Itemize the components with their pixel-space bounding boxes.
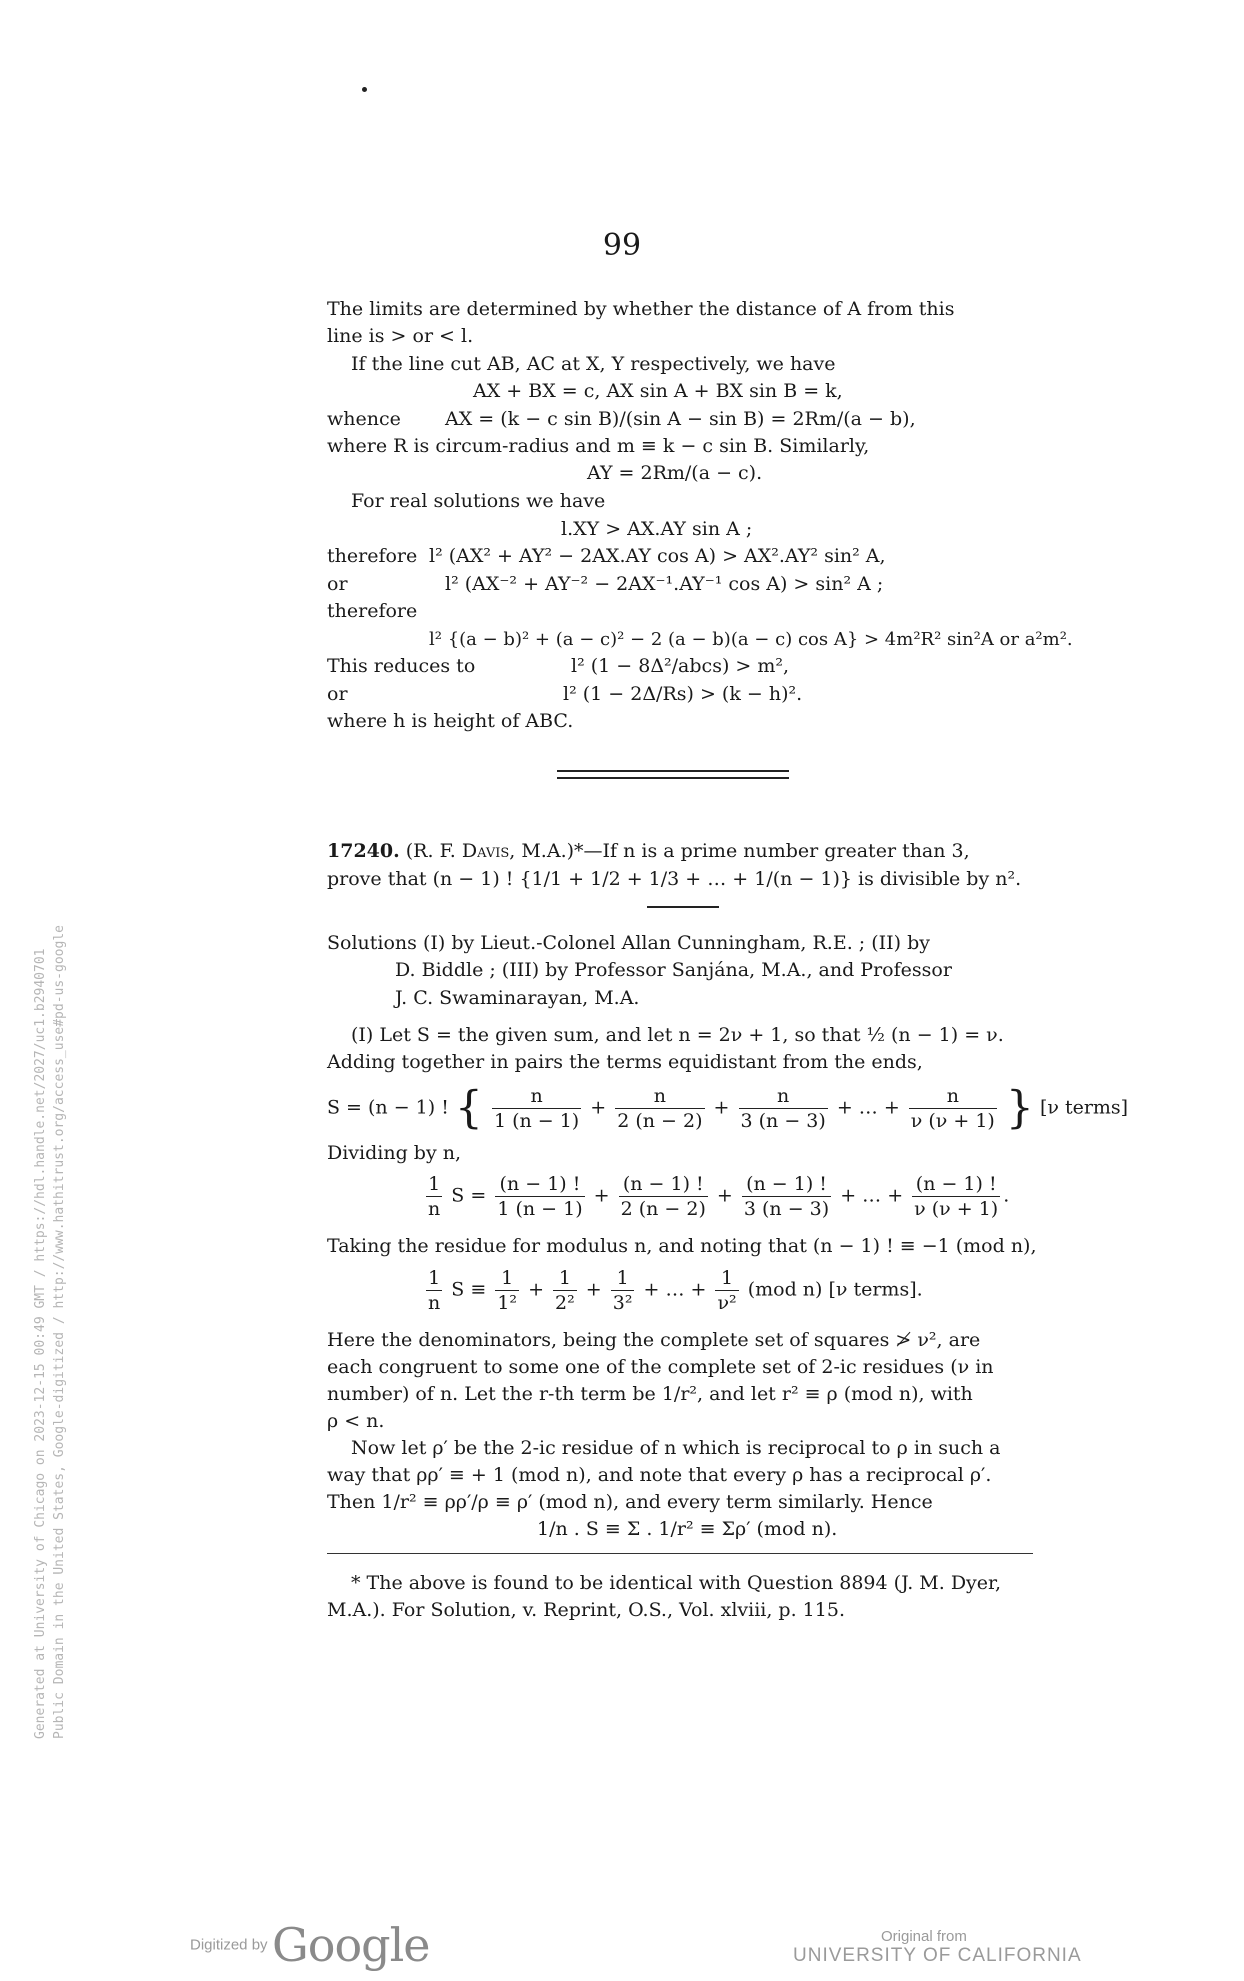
- text-line: therefore: [327, 600, 418, 622]
- text-line: therefore: [327, 545, 418, 567]
- equation: AX = (k − c sin B)/(sin A − sin B) = 2Rm/(a − b),: [445, 408, 916, 430]
- equation: l² {(a − b)² + (a − c)² − 2 (a − b)(a − c) cos A} > 4m²R² sin²A or a²m².: [429, 629, 1073, 650]
- text-line: For real solutions we have: [351, 490, 606, 512]
- fraction: $\frac{1}{\text{2²}}$: [555, 1267, 575, 1314]
- fraction: $\frac{1}{\text{1²}}$: [497, 1267, 518, 1314]
- fraction: $\frac{(n - 1) !}{1 (n - 1)}$: [497, 1173, 583, 1220]
- text-line: ρ < n.: [327, 1410, 385, 1432]
- digitized-by-label: Digitized by: [190, 1936, 268, 1954]
- text-line: This reduces to: [327, 655, 476, 677]
- section-divider: [557, 770, 789, 772]
- eq-lhs: S = (n − 1) !: [327, 1096, 449, 1119]
- fraction: $\frac{n}{1 (n - 1)}$: [493, 1085, 580, 1132]
- equation-divided: $\frac{1}{n}$ S = $\frac{(n - 1) !}{1 (n - 1)}$ + $\frac{(n - 1) !}{2 (n - 2)}$ + $\frac{(n - 1) !}{3 (n - 3)}$ + … + $\frac{(n - 1) !}{\nu (\nu + 1)}$ .: [428, 1173, 1010, 1220]
- watermark-line: Public Domain in the United States, Google-digitized / http://www.hathitrust.org/access_use#pd-us-google: [52, 925, 67, 1739]
- equation: l² (1 − 2Δ/Rs) > (k − h)².: [563, 683, 803, 705]
- institution-name: UNIVERSITY OF CALIFORNIA: [793, 1945, 1082, 1966]
- fraction: $\frac{(n - 1) !}{3 (n - 3)}$: [743, 1173, 830, 1220]
- text-line: (I) Let S = the given sum, and let n = 2ν + 1, so that ½ (n − 1) = ν.: [351, 1024, 1004, 1046]
- footnote-rule: [327, 1553, 1033, 1554]
- question-number: 17240.: [327, 840, 400, 862]
- fraction: $\frac{1}{\text{ν²}}$: [717, 1267, 737, 1314]
- equation: l² (AX⁻² + AY⁻² − 2AX⁻¹.AY⁻¹ cos A) > sin² A ;: [445, 573, 884, 595]
- text-line: where R is circum-radius and m ≡ k − c sin B. Similarly,: [327, 435, 870, 457]
- eq-tail: [ν terms]: [1039, 1096, 1129, 1119]
- text-line: Then 1/r² ≡ ρρ′/ρ ≡ ρ′ (mod n), and every term similarly. Hence: [327, 1491, 933, 1513]
- text-line: Now let ρ′ be the 2-ic residue of n which is reciprocal to ρ in such a: [351, 1437, 1001, 1459]
- eq-tail: (mod n) [ν terms].: [747, 1278, 923, 1301]
- text-line: whence: [327, 408, 401, 430]
- text-line: J. C. Swaminarayan, M.A.: [395, 987, 640, 1009]
- google-logo: Google: [272, 1918, 430, 1972]
- question-text: prove that (n − 1) ! {1/1 + 1/2 + 1/3 + … + 1/(n − 1)} is divisible by n².: [327, 868, 1022, 890]
- equation: l² (1 − 8Δ²/abcs) > m²,: [571, 655, 790, 677]
- equation-sum: S = (n − 1) ! { $\frac{n}{1 (n - 1)}$ + $\frac{n}{2 (n - 2)}$ + $\frac{n}{3 (n - 3)}$ + … + $\frac{n}{\nu (\nu + 1)}$ } [ν terms]: [327, 1082, 1129, 1134]
- footnote-line: * The above is found to be identical with Question 8894 (J. M. Dyer,: [351, 1572, 1002, 1594]
- equation: AX + BX = c, AX sin A + BX sin B = k,: [473, 380, 843, 402]
- text-line: Taking the residue for modulus n, and noting that (n − 1) ! ≡ −1 (mod n),: [327, 1235, 1037, 1257]
- question-line: [327, 838, 1033, 866]
- digitized-by-google: [190, 1918, 430, 1972]
- text-line: The limits are determined by whether the distance of A from this: [327, 298, 955, 320]
- equation-residue: $\frac{1}{n}$ S ≡ $\frac{1}{\text{1²}}$ + $\frac{1}{\text{2²}}$ + $\frac{1}{\text{3²}}$ + … + $\frac{1}{\text{ν²}}$ (mod n) [ν terms].: [428, 1267, 923, 1314]
- watermark-line: Generated at University of Chicago on 2023-12-15 00:49 GMT / https://hdl.handle.net/2027/uc1.b2940701: [33, 948, 48, 1739]
- original-from-label: Original from: [881, 1928, 967, 1945]
- text-line: each congruent to some one of the complete set of 2-ic residues (ν in: [327, 1356, 994, 1378]
- equation: l.XY > AX.AY sin A ;: [561, 518, 753, 540]
- text-line: number) of n. Let the r-th term be 1/r², and let r² ≡ ρ (mod n), with: [327, 1383, 973, 1405]
- text-line: way that ρρ′ ≡ + 1 (mod n), and note that every ρ has a reciprocal ρ′.: [327, 1464, 992, 1486]
- equation: l² (AX² + AY² − 2AX.AY cos A) > AX².AY² sin² A,: [429, 545, 886, 567]
- section-divider: [557, 777, 789, 779]
- text-line: Here the denominators, being the complete set of squares ≯ ν², are: [327, 1329, 981, 1351]
- text-line: or: [327, 573, 348, 595]
- text-line: Solutions (I) by Lieut.-Colonel Allan Cunningham, R.E. ; (II) by: [327, 932, 930, 954]
- fraction: $\frac{n}{\nu (\nu + 1)}$: [910, 1085, 995, 1132]
- fraction: $\frac{(n - 1) !}{2 (n - 2)}$: [620, 1173, 706, 1220]
- fraction: $\frac{n}{2 (n - 2)}$: [617, 1085, 703, 1132]
- short-divider: [647, 906, 719, 908]
- eq-lhs: S =: [451, 1184, 487, 1207]
- eq-lhs: S ≡: [451, 1278, 487, 1301]
- equation: 1/n . S ≡ Σ . 1/r² ≡ Σρ′ (mod n).: [537, 1518, 838, 1540]
- fraction: $\frac{1}{n}$: [428, 1267, 441, 1314]
- fraction: $\frac{n}{3 (n - 3)}$: [740, 1085, 826, 1132]
- text-line: or: [327, 683, 348, 705]
- text-line: Adding together in pairs the terms equidistant from the ends,: [327, 1051, 923, 1073]
- fraction: $\frac{(n - 1) !}{\nu (\nu + 1)}$: [914, 1173, 999, 1220]
- fraction: $\frac{1}{\text{3²}}$: [612, 1267, 633, 1314]
- text-line: where h is height of ABC.: [327, 710, 574, 732]
- original-from: [793, 1928, 1093, 1967]
- hathitrust-watermark: [31, 925, 69, 1739]
- speck: [362, 87, 367, 92]
- footnote-line: M.A.). For Solution, v. Reprint, O.S., Vol. xlviii, p. 115.: [327, 1599, 845, 1621]
- text-line: D. Biddle ; (III) by Professor Sanjána, M.A., and Professor: [395, 959, 952, 981]
- equation: AY = 2Rm/(a − c).: [587, 462, 763, 484]
- text-line: If the line cut AB, AC at X, Y respectively, we have: [351, 353, 836, 375]
- text-line: Dividing by n,: [327, 1142, 462, 1164]
- question-text: —If n is a prime number greater than 3,: [583, 840, 970, 862]
- page-number: 99: [602, 228, 642, 263]
- fraction: $\frac{1}{n}$: [428, 1173, 441, 1220]
- text-line: line is > or < l.: [327, 325, 474, 347]
- question-author: (R. F. Davis, M.A.)*: [405, 840, 584, 862]
